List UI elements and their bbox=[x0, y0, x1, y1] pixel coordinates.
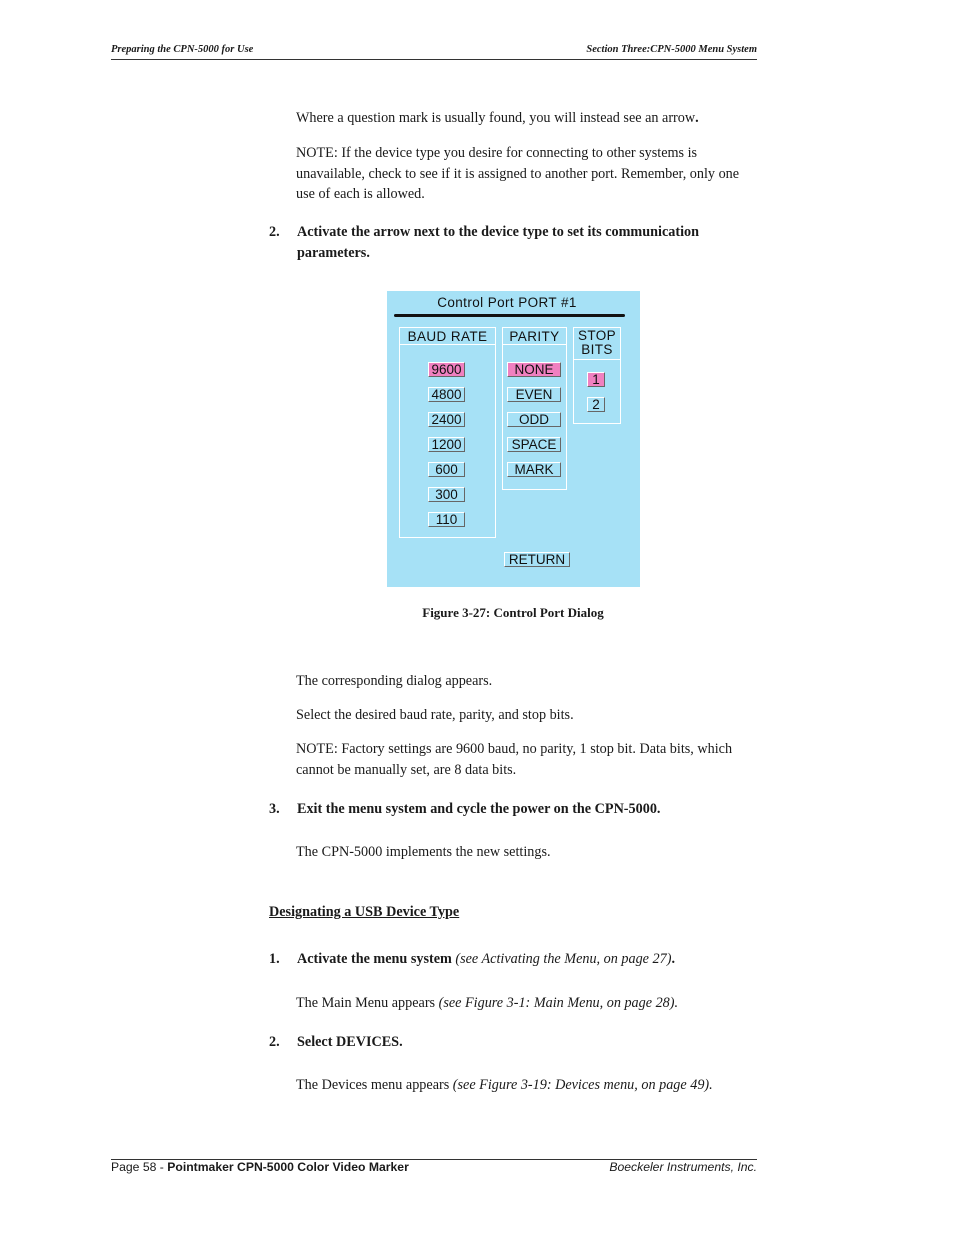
parity-header: PARITY bbox=[503, 328, 566, 345]
main-menu-ref: (see Figure 3-1: Main Menu, on page 28). bbox=[438, 995, 679, 1011]
subheading-usb: Designating a USB Device Type bbox=[269, 904, 460, 920]
note-device-type: NOTE: If the device type you desire for connecting to other systems is unavailable, check to see if it is assigned to another port. Remember, only one use of each is allowed. bbox=[296, 145, 740, 202]
paragraph-arrow-text: Where a question mark is usually found, you will instead see an arrow bbox=[296, 110, 696, 126]
stop-bits-header-line2: BITS bbox=[581, 342, 613, 357]
dialog-title: Control Port PORT #1 bbox=[437, 295, 577, 310]
usb-step-2-number: 2. bbox=[269, 1034, 280, 1050]
step-2-text: Activate the arrow next to the device type to set its communication parameters. bbox=[297, 224, 700, 261]
baud-option-600[interactable]: 600 bbox=[428, 462, 465, 477]
stop-bits-option-2[interactable]: 2 bbox=[587, 397, 605, 412]
running-header-left: Preparing the CPN-5000 for Use bbox=[111, 44, 254, 55]
parity-option-none[interactable]: NONE bbox=[507, 362, 561, 377]
stop-bits-header-line1: STOP bbox=[577, 328, 617, 343]
baud-rate-column bbox=[399, 327, 496, 538]
baud-option-2400[interactable]: 2400 bbox=[428, 412, 465, 427]
baud-option-1200[interactable]: 1200 bbox=[428, 437, 465, 452]
usb-step-1-bold: Activate the menu system bbox=[297, 951, 452, 967]
usb-step-1-text bbox=[297, 949, 737, 970]
paragraph-dialog-appears: The corresponding dialog appears. bbox=[296, 673, 493, 689]
parity-option-odd[interactable]: ODD bbox=[507, 412, 561, 427]
note-factory-settings: NOTE: Factory settings are 9600 baud, no parity, 1 stop bit. Data bits, which cannot be manually set, are 8 data bits. bbox=[296, 741, 733, 778]
title-underline bbox=[394, 314, 625, 317]
parity-option-even[interactable]: EVEN bbox=[507, 387, 561, 402]
return-button[interactable]: RETURN bbox=[504, 552, 570, 567]
paragraph-select-settings: Select the desired baud rate, parity, and stop bits. bbox=[296, 707, 574, 723]
baud-option-110[interactable]: 110 bbox=[428, 512, 465, 527]
control-port-dialog bbox=[387, 291, 640, 587]
step-2-number: 2. bbox=[269, 224, 280, 240]
footer-page: Page 58 - bbox=[111, 1160, 168, 1174]
paragraph-devices-menu bbox=[296, 1075, 758, 1096]
paragraph-main-menu bbox=[296, 993, 758, 1014]
baud-rate-header: BAUD RATE bbox=[400, 328, 495, 345]
step-3-text: Exit the menu system and cycle the power on the CPN-5000. bbox=[297, 801, 661, 817]
paragraph-arrow bbox=[296, 108, 758, 129]
paragraph-implements: The CPN-5000 implements the new settings. bbox=[296, 844, 551, 860]
baud-option-300[interactable]: 300 bbox=[428, 487, 465, 502]
paragraph-arrow-period: . bbox=[695, 110, 699, 126]
step-3-number: 3. bbox=[269, 801, 280, 817]
baud-option-4800[interactable]: 4800 bbox=[428, 387, 465, 402]
devices-menu-text: The Devices menu appears bbox=[296, 1077, 450, 1093]
usb-step-1-number: 1. bbox=[269, 951, 280, 967]
parity-option-space[interactable]: SPACE bbox=[507, 437, 561, 452]
stop-bits-header bbox=[574, 328, 620, 360]
usb-step-2-text: Select DEVICES. bbox=[297, 1034, 403, 1050]
footer-product: Pointmaker CPN-5000 Color Video Marker bbox=[167, 1160, 409, 1174]
stop-bits-option-1[interactable]: 1 bbox=[587, 372, 605, 387]
figure-caption: Figure 3-27: Control Port Dialog bbox=[422, 605, 604, 620]
usb-step-1-period: . bbox=[671, 951, 675, 967]
usb-step-1-ref: (see Activating the Menu, on page 27) bbox=[455, 951, 672, 967]
header-rule bbox=[111, 59, 757, 60]
running-header-right: Section Three:CPN-5000 Menu System bbox=[586, 44, 757, 55]
devices-menu-ref: (see Figure 3-19: Devices menu, on page 49). bbox=[452, 1077, 713, 1093]
main-menu-text: The Main Menu appears bbox=[296, 995, 436, 1011]
footer-company: Boeckeler Instruments, Inc. bbox=[609, 1160, 757, 1174]
baud-option-9600[interactable]: 9600 bbox=[428, 362, 465, 377]
footer-left bbox=[111, 1160, 409, 1174]
parity-option-mark[interactable]: MARK bbox=[507, 462, 561, 477]
